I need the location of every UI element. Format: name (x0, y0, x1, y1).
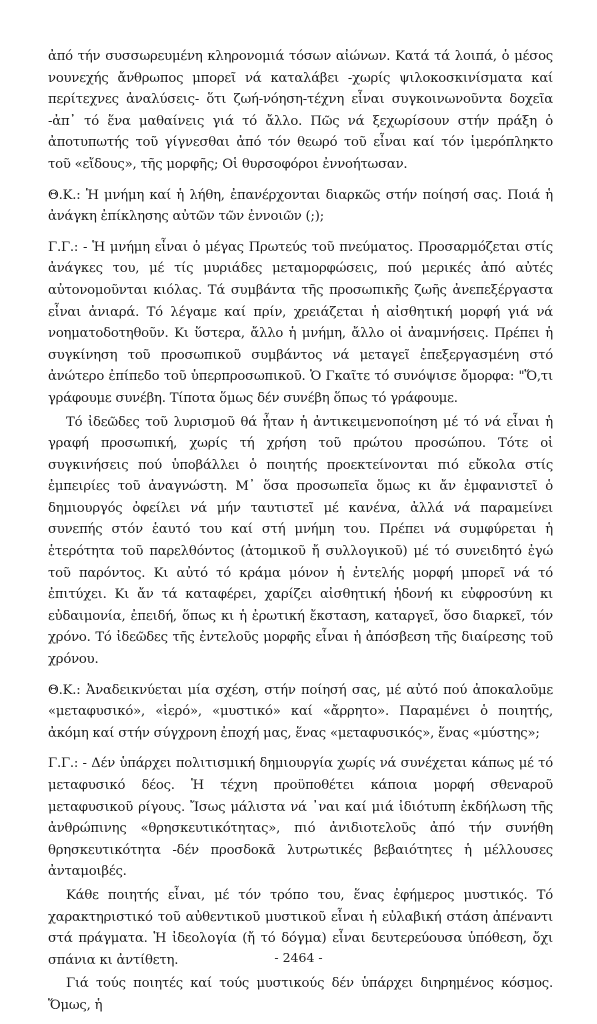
answer-memory-proteus: Γ.Γ.: - Ἡ μνήμη εἶναι ὁ μέγας Πρωτεύς τοῦ πνεύματος. Προσαρμόζεται στίς ἀνάγκες του, μέ τίς μυριάδες μεταμορφώσεις, πού μερικές ἀπό αὐτές αὐτονομοῦνται κιόλας. Τά συμβάντα τῆς προσωπικῆς ζωῆς ἀνεπεξέργαστα εἶναι ἀνιαρά. Τό λέγαμε καί πρίν, χρειάζεται ἡ αἰσθητική μορφή γιά νά νοηματοδοτηθοῦν. Κι ὕστερα, ἄλλο ἡ μνήμη, ἄλλο οἱ ἀναμνήσεις. Πρέπει ἡ συγκίνηση τοῦ προσωπικοῦ συμβάντος νά μεταγεῖ ἐπεξεργασμένη στό ἀνώτερο ἐπίπεδο τοῦ ὑπερπροσωπικοῦ. Ὁ Γκαῖτε τό συνόψισε ὄμορφα: "Ὅ,τι γράφουμε συνέβη. Τίποτα ὅμως δέν συνέβη ὅπως τό γράφουμε. (48, 239, 553, 406)
question-memory-oblivion: Θ.Κ.: Ἡ μνήμη καί ἡ λήθη, ἐπανέρχονται διαρκῶς στήν ποίησή σας. Ποιά ἡ ἀνάγκη ἐπίκλησης αὐτῶν τῶν ἐννοιῶν (;); (48, 187, 553, 225)
page-body (48, 46, 553, 1017)
paragraph-undivided-world: Γιά τούς ποιητές καί τούς μυστικούς δέν ὑπάρχει διηρημένος κόσμος. Ὅμως, ἡ (48, 976, 553, 1013)
page-number: - 2464 - (274, 950, 323, 965)
question-metaphysical: Θ.Κ.: Ἀναδεικνύεται μία σχέση, στήν ποίησή σας, μέ αὐτό πού ἀποκαλοῦμε «μεταφυσικό», «ἱερό», «μυστικό» καί «ἄρρητο». Παραμένει ὁ ποιητής, ἀκόμη καί στήν σύγχρονη ἐποχή μας, ἕνας «μεταφυσικός», ἕνας «μύστης»; (48, 682, 553, 741)
paragraph-continuation: ἀπό τήν συσσωρευμένη κληρονομιά τόσων αἰώνων. Κατά τά λοιπά, ὁ μέσος νουνεχής ἄνθρωπος μπορεῖ νά καταλάβει -χωρίς ψιλοκοσκινίσματα καί περίτεχνες ἀναλύσεις- ὅτι ζωή-νόηση-τέχνη εἶναι συγκοινωνοῦντα δοχεῖα -ἀπ᾽ τό ἕνα μαθαίνεις γιά τό ἄλλο. Πῶς νά ξεχωρίσουν στήν πράξη ὁ ἀποτυπωτής τοῦ γίγνεσθαι ἀπό τόν θεωρό τοῦ εἶναι καί τόν ἱμερόπληκτο τοῦ «εἴδους», τῆς μορφῆς; Οἱ θυρσοφόροι ἐννοήτωσαν. (48, 49, 553, 172)
answer-metaphysical-awe: Γ.Γ.: - Δέν ὑπάρχει πολιτισμική δημιουργία χωρίς νά συνέχεται κάπως μέ τό μεταφυσικό δέος. Ἡ τέχνη προϋποθέτει κάποια μορφή σθεναροῦ μεταφυσικοῦ ρίγους. Ἴσως μάλιστα νά ᾽ναι καί μιά ἰδιότυπη ἐκδήλωση τῆς ἀνθρώπινης «θρησκευτικότητας», πιό ἀνιδιοτελοῦς ἀπό τήν συνήθη θρησκευτικότητα -δέν προσδοκᾶ λυτρωτικές βεβαιότητες ἡ μέλλουσες ἀνταμοιβές. (48, 756, 553, 880)
paragraph-lyricism-ideal: Τό ἰδεῶδες τοῦ λυρισμοῦ θά ἦταν ἡ ἀντικειμενοποίηση μέ τό νά εἶναι ἡ γραφή προσωπική, χωρίς τή χρήση τοῦ πρώτου προσώπου. Τότε οἱ συγκινήσεις πού ὑποβάλλει ὁ ποιητής προεκτείνονται πιό εὔκολα στίς ἐμπειρίες τοῦ ἀναγνώστη. Μ᾽ ὅσα προσωπεῖα ὅμως κι ἄν ἐμφανιστεῖ ὁ δημιουργός ὀφείλει νά μήν ταυτιστεῖ μέ κανένα, ἀλλά νά παραμείνει συνεπής στόν ἑαυτό του καί στή μνήμη του. Πρέπει νά συμφύρεται ἡ ἑτερότητα τοῦ παρελθόντος (ἀτομικοῦ ἤ συλλογικοῦ) μέ τό συνειδητό ἐγώ τοῦ παρόντος. Κι αὐτό τό κράμα μόνον ἡ ἐντελής μορφή μπορεῖ νά τό ἐπιτύχει. Κι ἄν τά καταφέρει, χαρίζει αἰσθητική ἡδονή κι εὐφροσύνη κι εὐδαιμονία, ἐπειδή, ὅπως κι ἡ ἐρωτική ἔκσταση, καταργεῖ, ὅσο διαρκεῖ, τόν χρόνο. Τό ἰδεῶδες τῆς ἐντελοῦς μορφῆς εἶναι ἡ ἀπόσβεση τῆς διαίρεσης τοῦ χρόνου. (48, 414, 553, 668)
paragraph-poet-mystic: Κάθε ποιητής εἶναι, μέ τόν τρόπο του, ἕνας ἐφήμερος μυστικός. Τό χαρακτηριστικό τοῦ αὐθεντικοῦ μυστικοῦ εἶναι ἡ εὐλαβική στάση ἀπέναντι στά πράγματα. Ἡ ἰδεολογία (ἤ τό δόγμα) εἶναι δευτερεύουσα ὑπόθεση, ὄχι σπάνια κι ἀντίθετη. (48, 887, 553, 968)
